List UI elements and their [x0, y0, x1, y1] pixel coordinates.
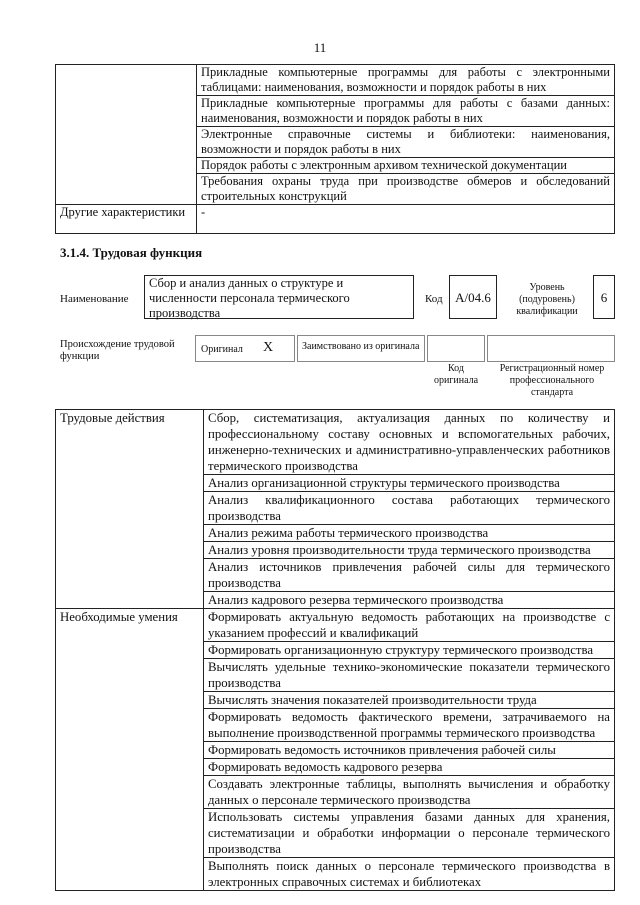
labor-action-item: Анализ кадрового резерва термического производства — [204, 592, 615, 609]
borrowed-label-text: Заимствовано из оригинала — [302, 341, 420, 352]
skill-item: Вычислять удельные технико-экономические показатели термического производства — [204, 659, 615, 692]
knowledge-item: Требования охраны труда при производстве обмеров и обследований строительных конструкций — [197, 174, 615, 205]
labor-action-item: Анализ квалификационного состава работающих термического производства — [204, 492, 615, 525]
skill-item: Использовать системы управления базами данных для хранения, систематизации и обработки информации о персонале термического производства — [204, 809, 615, 858]
other-characteristics-value: - — [197, 205, 615, 234]
other-characteristics-label: Другие характеристики — [56, 205, 197, 234]
labor-action-item: Анализ режима работы термического производства — [204, 525, 615, 542]
qualification-level-label: Уровень (подуровень) квалификации — [516, 282, 578, 317]
skill-item: Формировать ведомость источников привлечения рабочей силы — [204, 742, 615, 759]
skill-item: Вычислять значения показателей производительности труда — [204, 692, 615, 709]
knowledge-item: Порядок работы с электронным архивом технической документации — [197, 158, 615, 174]
skill-item: Выполнять поиск данных о персонале термического производства в электронных справочных системах и библиотеках — [204, 858, 615, 891]
reg-number-label: Регистрационный номер профессионального стандарта — [499, 363, 605, 398]
knowledge-item: Электронные справочные системы и библиотеки: наименования, возможности и порядок работы в них — [197, 127, 615, 158]
function-name: Сбор и анализ данных о структуре и численности персонала термического производства — [144, 275, 414, 319]
knowledge-item: Прикладные компьютерные программы для работы с базами данных: наименования, возможности и порядок работы в них — [197, 96, 615, 127]
function-code: А/04.6 — [449, 275, 497, 319]
page-number: 11 — [313, 40, 327, 55]
name-label: Наименование — [60, 293, 129, 305]
code-label: Код — [425, 293, 443, 305]
labor-action-item: Анализ организационной структуры термического производства — [204, 475, 615, 492]
original-mark: X — [263, 340, 274, 355]
skill-item: Формировать ведомость фактического времени, затрачиваемого на выполнение производственной программы термического производства — [204, 709, 615, 742]
origin-label: Происхождение трудовой функции — [60, 339, 175, 362]
borrowed-label — [297, 335, 425, 362]
section-title: 3.1.4. Трудовая функция — [60, 245, 203, 260]
labor-action-item: Анализ уровня производительности труда термического производства — [204, 542, 615, 559]
skill-item: Формировать актуальную ведомость работающих на производстве с указанием профессий и квалификаций — [204, 609, 615, 642]
labor-action-item: Сбор, систематизация, актуализация данных по количеству и профессиональному составу основных и вспомогательных рабочих, инженерно-технических и административно-управленческих работников термического производства — [204, 410, 615, 475]
function-details-table — [55, 409, 615, 891]
skill-item: Формировать организационную структуру термического производства — [204, 642, 615, 659]
original-label: Оригинал — [201, 344, 243, 355]
knowledge-label-cell — [56, 65, 197, 205]
skill-item: Формировать ведомость кадрового резерва — [204, 759, 615, 776]
knowledge-item: Прикладные компьютерные программы для работы с электронными таблицами: наименования, возможности и порядок работы в них — [197, 65, 615, 96]
skills-label: Необходимые умения — [56, 609, 204, 891]
code-original-label: Код оригинала — [433, 363, 479, 386]
labor-action-item: Анализ источников привлечения рабочей силы для термического производства — [204, 559, 615, 592]
labor-actions-label: Трудовые действия — [56, 410, 204, 609]
qualification-level-value: 6 — [593, 275, 615, 319]
skill-item: Создавать электронные таблицы, выполнять вычисления и обработку данных о персонале термического производства — [204, 776, 615, 809]
knowledge-table — [55, 64, 615, 234]
